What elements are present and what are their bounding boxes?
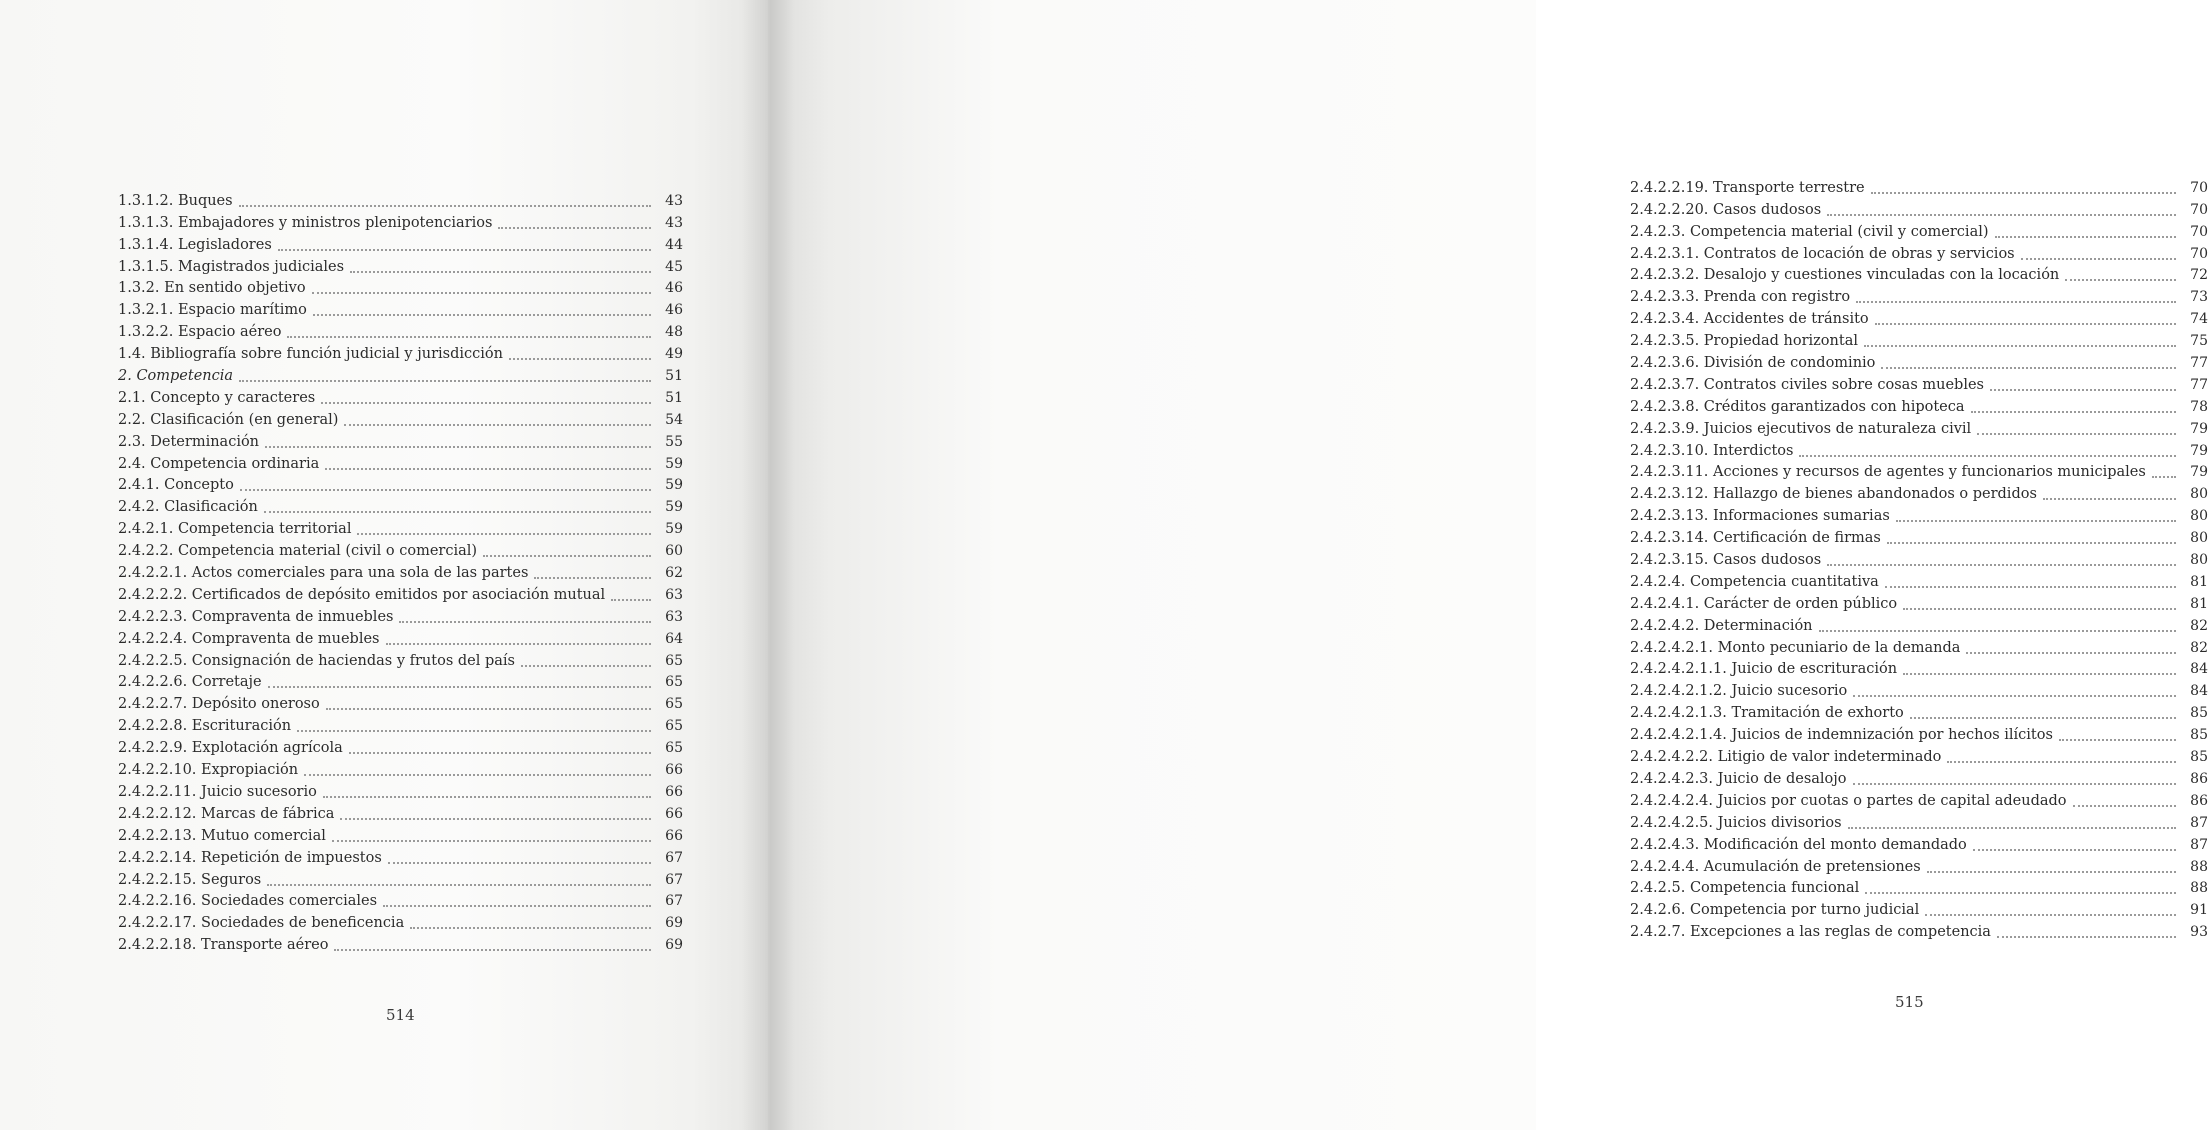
toc-entry-label: 2.4.2.4.2.2. Litigio de valor indeterminado xyxy=(1630,749,1942,766)
toc-entry-page: 44 xyxy=(665,236,683,253)
toc-entry xyxy=(118,211,683,233)
toc-entry xyxy=(118,561,683,583)
toc-entry xyxy=(1630,176,2208,198)
dot-leader xyxy=(1881,366,2176,369)
toc-entry xyxy=(118,408,683,430)
dot-leader xyxy=(1853,782,2176,785)
toc-entry-page: 46 xyxy=(665,302,683,319)
dot-leader xyxy=(1997,935,2176,938)
dot-leader xyxy=(2021,257,2176,260)
toc-entry-page: 72 xyxy=(2190,267,2208,284)
toc-entry xyxy=(1630,833,2208,855)
dot-leader xyxy=(312,291,651,294)
dot-leader xyxy=(1819,629,2176,632)
toc-entry xyxy=(118,605,683,627)
toc-entry-page: 81 xyxy=(2190,573,2208,590)
toc-entry-page: 80 xyxy=(2190,508,2208,525)
toc-entry-page: 70 xyxy=(2190,179,2208,196)
toc-entry-label: 2.4.2.2.12. Marcas de fábrica xyxy=(118,805,335,822)
toc-entry-label: 2.4.2.4.4. Acumulación de pretensiones xyxy=(1630,858,1921,875)
toc-entry xyxy=(1630,614,2208,636)
toc-entry-page: 74 xyxy=(2190,311,2208,328)
toc-entry-label: 2.4.2.7. Excepciones a las reglas de competencia xyxy=(1630,924,1991,941)
right-page-number: 515 xyxy=(1895,993,1924,1011)
dot-leader xyxy=(1885,585,2176,588)
dot-leader xyxy=(357,532,651,535)
toc-entry-page: 88 xyxy=(2190,858,2208,875)
toc-entry-page: 46 xyxy=(665,280,683,297)
toc-entry-label: 2.4.2.2.10. Expropiación xyxy=(118,762,299,779)
toc-entry-label: 1.4. Bibliografía sobre función judicial y jurisdicción xyxy=(118,346,503,363)
toc-entry-label: 2.4.2.3.7. Contratos civiles sobre cosas muebles xyxy=(1630,376,1984,393)
toc-entry xyxy=(1630,242,2208,264)
left-toc-list xyxy=(118,189,683,955)
toc-entry-page: 59 xyxy=(665,499,683,516)
toc-entry xyxy=(118,933,683,955)
toc-entry-page: 59 xyxy=(665,477,683,494)
toc-entry xyxy=(1630,701,2208,723)
toc-entry-page: 79 xyxy=(2190,442,2208,459)
toc-entry xyxy=(118,583,683,605)
dot-leader xyxy=(1910,716,2176,719)
toc-entry xyxy=(118,780,683,802)
toc-entry-label: 2.4.2.4.2.1.3. Tramitación de exhorto xyxy=(1630,705,1904,722)
toc-entry-label: 1.3.2. En sentido objetivo xyxy=(118,280,306,297)
toc-entry-page: 45 xyxy=(665,258,683,275)
dot-leader xyxy=(1977,432,2176,435)
toc-entry-label: 2.4.2.3.10. Interdictos xyxy=(1630,442,1794,459)
dot-leader xyxy=(313,313,651,316)
toc-entry-label: 2.4.2.2.16. Sociedades comerciales xyxy=(118,893,378,910)
toc-entry-page: 80 xyxy=(2190,486,2208,503)
toc-entry xyxy=(1630,548,2208,570)
toc-entry-label: 2.4.2.4.2.1.1. Juicio de escrituración xyxy=(1630,661,1898,678)
toc-entry xyxy=(1630,395,2208,417)
toc-entry xyxy=(118,868,683,890)
toc-entry xyxy=(1630,658,2208,680)
dot-leader xyxy=(1927,870,2176,873)
toc-entry-page: 70 xyxy=(2190,223,2208,240)
toc-entry xyxy=(118,474,683,496)
toc-entry-label: 2.4.2.3.13. Informaciones sumarias xyxy=(1630,508,1890,525)
dot-leader xyxy=(350,270,651,273)
toc-entry-page: 80 xyxy=(2190,530,2208,547)
toc-entry xyxy=(1630,285,2208,307)
toc-entry-page: 51 xyxy=(665,389,683,406)
toc-entry xyxy=(118,714,683,736)
toc-entry-page: 93 xyxy=(2190,924,2208,941)
toc-entry-label: 2.4.2.2.15. Seguros xyxy=(118,871,262,888)
toc-entry xyxy=(118,298,683,320)
toc-entry-label: 2.4.2.3.9. Juicios ejecutivos de naturaleza civil xyxy=(1630,420,1972,437)
dot-leader xyxy=(240,488,651,491)
toc-entry-label: 2.4.2.4.2.1.4. Juicios de indemnización por hechos ilícitos xyxy=(1630,727,2053,744)
dot-leader xyxy=(1903,607,2176,610)
toc-entry-page: 81 xyxy=(2190,595,2208,612)
dot-leader xyxy=(332,839,651,842)
toc-entry-label: 2.2. Clasificación (en general) xyxy=(118,411,339,428)
toc-entry-label: 1.3.1.2. Buques xyxy=(118,192,233,209)
toc-entry-label: 2.4.2.4.2.3. Juicio de desalojo xyxy=(1630,770,1847,787)
dot-leader xyxy=(2065,278,2176,281)
toc-entry-label: 1.3.2.2. Espacio aéreo xyxy=(118,324,282,341)
toc-entry-label: 2.4.2.4.2. Determinación xyxy=(1630,617,1813,634)
dot-leader xyxy=(1864,344,2176,347)
toc-entry xyxy=(118,517,683,539)
toc-entry xyxy=(118,277,683,299)
dot-leader xyxy=(1971,410,2176,413)
dot-leader xyxy=(325,467,651,470)
toc-entry-label: 2.4.2.3.11. Acciones y recursos de agentes y funcionarios municipales xyxy=(1630,464,2146,481)
toc-entry-label: 2.4.2.3.2. Desalojo y cuestiones vinculadas con la locación xyxy=(1630,267,2060,284)
toc-entry-label: 2.4.2.3.8. Créditos garantizados con hipoteca xyxy=(1630,398,1965,415)
toc-entry-page: 66 xyxy=(665,827,683,844)
toc-entry-label: 2.4.2.6. Competencia por turno judicial xyxy=(1630,902,1920,919)
toc-entry xyxy=(1630,373,2208,395)
toc-entry-page: 54 xyxy=(665,411,683,428)
toc-entry-page: 65 xyxy=(665,652,683,669)
toc-entry xyxy=(1630,307,2208,329)
toc-entry-label: 2.4.2.5. Competencia funcional xyxy=(1630,880,1860,897)
toc-entry xyxy=(1630,855,2208,877)
toc-entry xyxy=(118,452,683,474)
toc-entry-page: 55 xyxy=(665,433,683,450)
toc-entry-label: 2.4.2.2.5. Consignación de haciendas y frutos del país xyxy=(118,652,515,669)
toc-entry-label: 1.3.1.3. Embajadores y ministros plenipotenciarios xyxy=(118,214,493,231)
toc-entry-page: 65 xyxy=(665,696,683,713)
dot-leader xyxy=(323,795,651,798)
right-page xyxy=(768,0,2208,1130)
toc-entry-page: 84 xyxy=(2190,661,2208,678)
toc-entry-label: 2.4.2.4.1. Carácter de orden público xyxy=(1630,595,1898,612)
toc-entry-page: 60 xyxy=(665,543,683,560)
dot-leader xyxy=(239,379,651,382)
dot-leader xyxy=(321,401,651,404)
toc-entry-page: 64 xyxy=(665,630,683,647)
toc-entry-page: 69 xyxy=(665,937,683,954)
toc-entry-label: 2.4.2.3.3. Prenda con registro xyxy=(1630,289,1851,306)
toc-entry-label: 2.4.2.4.2.1. Monto pecuniario de la demanda xyxy=(1630,639,1961,656)
toc-entry xyxy=(1630,898,2208,920)
toc-entry xyxy=(118,627,683,649)
toc-entry-page: 43 xyxy=(665,192,683,209)
right-toc-list xyxy=(1630,176,2208,942)
toc-entry-label: 2.4.2.3.12. Hallazgo de bienes abandonados o perdidos xyxy=(1630,486,2037,503)
toc-entry-label: 2.4.2.2. Competencia material (civil o comercial) xyxy=(118,543,478,560)
toc-entry xyxy=(1630,417,2208,439)
toc-entry-label: 2.4.2. Clasificación xyxy=(118,499,258,516)
toc-entry xyxy=(118,342,683,364)
dot-leader xyxy=(1995,235,2176,238)
dot-leader xyxy=(1903,672,2176,675)
dot-leader xyxy=(1848,826,2176,829)
toc-entry xyxy=(118,758,683,780)
toc-entry-label: 2.4. Competencia ordinaria xyxy=(118,455,320,472)
dot-leader xyxy=(483,554,651,557)
toc-entry xyxy=(1630,220,2208,242)
dot-leader xyxy=(344,423,651,426)
dot-leader xyxy=(1875,322,2176,325)
toc-entry xyxy=(118,189,683,211)
toc-entry-label: 2.4.2.2.9. Explotación agrícola xyxy=(118,740,343,757)
toc-entry xyxy=(1630,679,2208,701)
toc-entry-label: 1.3.2.1. Espacio marítimo xyxy=(118,302,307,319)
toc-entry-label: 2.4.2.2.8. Escrituración xyxy=(118,718,292,735)
toc-entry-label: 2. Competencia xyxy=(118,368,234,385)
toc-entry xyxy=(1630,877,2208,899)
dot-leader xyxy=(1947,760,2176,763)
toc-entry-page: 49 xyxy=(665,346,683,363)
toc-entry-label: 2.4.1. Concepto xyxy=(118,477,234,494)
toc-entry-label: 2.4.2.2.13. Mutuo comercial xyxy=(118,827,326,844)
toc-entry xyxy=(1630,526,2208,548)
toc-entry-page: 85 xyxy=(2190,705,2208,722)
toc-entry xyxy=(118,802,683,824)
dot-leader xyxy=(1871,191,2176,194)
toc-entry xyxy=(118,255,683,277)
dot-leader xyxy=(2073,804,2176,807)
toc-entry xyxy=(1630,767,2208,789)
toc-entry-page: 65 xyxy=(665,718,683,735)
toc-entry-label: 2.4.2.3.15. Casos dudosos xyxy=(1630,552,1822,569)
toc-entry xyxy=(118,320,683,342)
dot-leader xyxy=(265,445,651,448)
dot-leader xyxy=(534,576,651,579)
toc-entry xyxy=(118,736,683,758)
toc-entry-page: 62 xyxy=(665,565,683,582)
toc-entry-page: 63 xyxy=(665,608,683,625)
dot-leader xyxy=(304,773,651,776)
toc-entry-page: 70 xyxy=(2190,201,2208,218)
toc-entry-label: 2.4.2.2.1. Actos comerciales para una sola de las partes xyxy=(118,565,529,582)
dot-leader xyxy=(399,620,651,623)
toc-entry-label: 2.4.2.4.2.1.2. Juicio sucesorio xyxy=(1630,683,1848,700)
toc-entry xyxy=(118,386,683,408)
toc-entry-label: 1.3.1.4. Legisladores xyxy=(118,236,272,253)
toc-entry xyxy=(1630,329,2208,351)
toc-entry-page: 70 xyxy=(2190,245,2208,262)
dot-leader xyxy=(278,248,651,251)
toc-entry-page: 77 xyxy=(2190,376,2208,393)
toc-entry xyxy=(118,692,683,714)
toc-entry-label: 2.4.2.2.18. Transporte aéreo xyxy=(118,937,329,954)
toc-entry-label: 2.4.2.2.7. Depósito oneroso xyxy=(118,696,320,713)
toc-entry-label: 2.4.2.2.6. Corretaje xyxy=(118,674,262,691)
toc-entry xyxy=(1630,723,2208,745)
toc-entry xyxy=(1630,789,2208,811)
toc-entry xyxy=(1630,570,2208,592)
toc-entry-page: 87 xyxy=(2190,814,2208,831)
toc-entry xyxy=(1630,461,2208,483)
dot-leader xyxy=(2043,497,2176,500)
toc-entry-page: 67 xyxy=(665,893,683,910)
dot-leader xyxy=(521,664,651,667)
toc-entry-page: 82 xyxy=(2190,639,2208,656)
toc-entry xyxy=(1630,504,2208,526)
toc-entry-label: 2.4.2.3.14. Certificación de firmas xyxy=(1630,530,1881,547)
toc-entry-label: 2.4.2.3.4. Accidentes de tránsito xyxy=(1630,311,1869,328)
dot-leader xyxy=(2059,738,2176,741)
toc-entry xyxy=(118,233,683,255)
dot-leader xyxy=(297,729,651,732)
dot-leader xyxy=(1966,651,2176,654)
book-gutter-shadow xyxy=(742,0,794,1130)
toc-entry-page: 66 xyxy=(665,805,683,822)
toc-entry-label: 1.3.1.5. Magistrados judiciales xyxy=(118,258,345,275)
toc-entry-page: 87 xyxy=(2190,836,2208,853)
dot-leader xyxy=(386,642,652,645)
dot-leader xyxy=(239,204,651,207)
toc-entry-label: 2.4.2.1. Competencia territorial xyxy=(118,521,352,538)
dot-leader xyxy=(1799,454,2176,457)
toc-entry-page: 84 xyxy=(2190,683,2208,700)
toc-entry xyxy=(1630,745,2208,767)
toc-entry-page: 79 xyxy=(2190,420,2208,437)
toc-entry-label: 2.4.2.4.2.4. Juicios por cuotas o partes de capital adeudado xyxy=(1630,792,2067,809)
toc-entry-page: 86 xyxy=(2190,770,2208,787)
left-page xyxy=(0,0,768,1130)
toc-entry xyxy=(1630,264,2208,286)
toc-entry xyxy=(118,911,683,933)
toc-entry-page: 85 xyxy=(2190,727,2208,744)
dot-leader xyxy=(1896,519,2176,522)
toc-entry-label: 2.4.2.2.20. Casos dudosos xyxy=(1630,201,1822,218)
toc-entry-page: 59 xyxy=(665,455,683,472)
toc-entry-page: 63 xyxy=(665,586,683,603)
dot-leader xyxy=(388,861,651,864)
dot-leader xyxy=(1925,913,2176,916)
toc-entry-page: 66 xyxy=(665,762,683,779)
dot-leader xyxy=(1973,848,2176,851)
toc-entry-page: 59 xyxy=(665,521,683,538)
dot-leader xyxy=(611,598,651,601)
toc-entry-label: 2.4.2.3.1. Contratos de locación de obras y servicios xyxy=(1630,245,2015,262)
toc-entry-page: 65 xyxy=(665,674,683,691)
toc-entry-page: 69 xyxy=(665,915,683,932)
toc-entry xyxy=(1630,592,2208,614)
toc-entry-label: 2.4.2.4. Competencia cuantitativa xyxy=(1630,573,1879,590)
toc-entry xyxy=(118,824,683,846)
dot-leader xyxy=(1865,891,2176,894)
toc-entry xyxy=(1630,351,2208,373)
toc-entry-page: 67 xyxy=(665,849,683,866)
toc-entry-page: 79 xyxy=(2190,464,2208,481)
dot-leader xyxy=(383,904,651,907)
dot-leader xyxy=(267,883,651,886)
toc-entry-page: 85 xyxy=(2190,749,2208,766)
toc-entry-label: 2.4.2.2.19. Transporte terrestre xyxy=(1630,179,1865,196)
dot-leader xyxy=(326,707,651,710)
toc-entry-page: 82 xyxy=(2190,617,2208,634)
dot-leader xyxy=(498,226,651,229)
toc-entry-label: 2.4.2.2.14. Repetición de impuestos xyxy=(118,849,382,866)
toc-entry-label: 2.4.2.2.17. Sociedades de beneficencia xyxy=(118,915,405,932)
dot-leader xyxy=(410,926,651,929)
toc-entry xyxy=(1630,439,2208,461)
toc-entry-page: 67 xyxy=(665,871,683,888)
dot-leader xyxy=(349,751,651,754)
toc-entry-label: 2.4.2.3.5. Propiedad horizontal xyxy=(1630,333,1858,350)
toc-entry-label: 2.4.2.2.11. Juicio sucesorio xyxy=(118,783,317,800)
toc-entry xyxy=(118,890,683,912)
toc-entry-label: 2.4.2.2.4. Compraventa de muebles xyxy=(118,630,380,647)
toc-entry xyxy=(118,364,683,386)
toc-entry xyxy=(118,539,683,561)
toc-entry xyxy=(118,495,683,517)
dot-leader xyxy=(1853,694,2176,697)
toc-entry xyxy=(1630,198,2208,220)
toc-entry xyxy=(118,430,683,452)
toc-entry xyxy=(118,671,683,693)
toc-entry-page: 51 xyxy=(665,368,683,385)
toc-entry xyxy=(118,846,683,868)
toc-entry-page: 66 xyxy=(665,783,683,800)
toc-entry-label: 2.1. Concepto y caracteres xyxy=(118,389,316,406)
toc-entry-page: 78 xyxy=(2190,398,2208,415)
dot-leader xyxy=(2152,475,2176,478)
dot-leader xyxy=(509,357,651,360)
toc-entry xyxy=(1630,482,2208,504)
toc-entry-label: 2.4.2.3. Competencia material (civil y comercial) xyxy=(1630,223,1989,240)
toc-entry-label: 2.3. Determinación xyxy=(118,433,260,450)
toc-entry-page: 80 xyxy=(2190,552,2208,569)
toc-entry-page: 88 xyxy=(2190,880,2208,897)
toc-entry-label: 2.4.2.3.6. División de condominio xyxy=(1630,355,1876,372)
toc-entry-page: 77 xyxy=(2190,355,2208,372)
left-page-number: 514 xyxy=(386,1006,415,1024)
toc-entry-page: 86 xyxy=(2190,792,2208,809)
toc-entry xyxy=(1630,811,2208,833)
dot-leader xyxy=(1827,213,2176,216)
toc-entry-label: 2.4.2.2.3. Compraventa de inmuebles xyxy=(118,608,394,625)
dot-leader xyxy=(1856,300,2176,303)
toc-entry-page: 65 xyxy=(665,740,683,757)
toc-entry xyxy=(1630,920,2208,942)
toc-entry-label: 2.4.2.4.2.5. Juicios divisorios xyxy=(1630,814,1842,831)
toc-entry-page: 73 xyxy=(2190,289,2208,306)
toc-entry xyxy=(118,649,683,671)
toc-entry-page: 48 xyxy=(665,324,683,341)
toc-entry-label: 2.4.2.2.2. Certificados de depósito emitidos por asociación mutual xyxy=(118,586,606,603)
toc-entry-label: 2.4.2.4.3. Modificación del monto demandado xyxy=(1630,836,1967,853)
dot-leader xyxy=(264,510,651,513)
dot-leader xyxy=(1887,541,2176,544)
toc-entry-page: 91 xyxy=(2190,902,2208,919)
toc-entry-page: 75 xyxy=(2190,333,2208,350)
dot-leader xyxy=(268,685,651,688)
dot-leader xyxy=(287,335,651,338)
dot-leader xyxy=(340,817,651,820)
toc-entry xyxy=(1630,636,2208,658)
dot-leader xyxy=(1990,388,2176,391)
toc-entry-page: 43 xyxy=(665,214,683,231)
dot-leader xyxy=(1827,563,2176,566)
dot-leader xyxy=(334,948,651,951)
